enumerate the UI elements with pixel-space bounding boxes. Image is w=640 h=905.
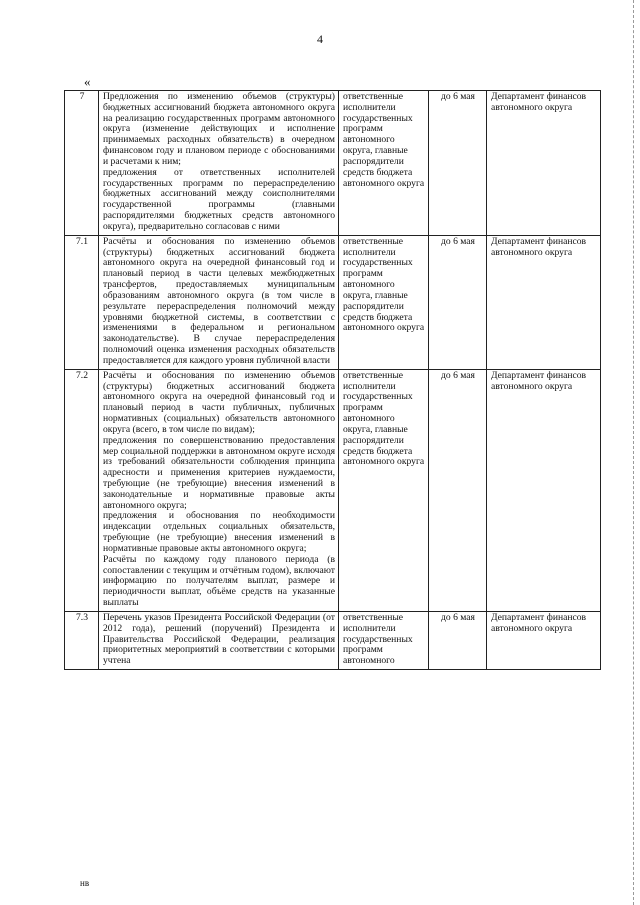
row-number: 7	[65, 91, 99, 236]
row-executor: ответственные исполнители государственных программ автономного	[339, 611, 429, 669]
footer-note: нв	[80, 878, 90, 888]
table-row	[65, 369, 601, 611]
table-row	[65, 91, 601, 236]
description-paragraph: Расчёты и обоснования по изменению объемов (структуры) бюджетных ассигнований бюджета автономного округа на очередной финансовый год и плановый период в части целевых межбюджетных трансфертов, предоставляемых муниципальным образованиям автономного округа (в том числе в результате перераспределения полномочий между уровнями бюджетной системы, в соответствии с изменениями в федеральном и региональном законодательстве). В случае перераспределения полномочий оценка изменения расходных обязательств предоставляется для каждого уровня публичной власти	[103, 235, 335, 366]
row-executor: ответственные исполнители государственных программ автономного округа, главные распорядители средств бюджета автономного округа	[339, 369, 429, 611]
row-description	[99, 91, 339, 236]
row-executor: ответственные исполнители государственных программ автономного округа, главные распорядители средств бюджета автономного округа	[339, 91, 429, 236]
page-edge-line	[632, 0, 634, 905]
description-paragraph: Перечень указов Президента Российской Федерации (от 2012 года), решений (поручений) Президента и Правительства Российской Федерации, реализация приоритетных мероприятий в соответствии с которыми учтена	[103, 611, 335, 667]
schedule-table	[64, 90, 601, 670]
table-row	[65, 611, 601, 669]
row-responsible: Департамент финансов автономного округа	[487, 611, 601, 669]
page-number: 4	[317, 32, 323, 46]
row-deadline: до 6 мая	[429, 91, 487, 236]
description-paragraph: Расчёты и обоснования по изменению объемов (структуры) бюджетных ассигнований бюджета автономного округа на очередной финансовый год и плановый период в части публичных, публичных нормативных (социальных) обязательств автономного округа (всего, в том числе по видам); предложения по совершенствованию предоставления мер социальной поддержки в автономном округе исходя из требований обязательности соблюдения принципа адресности и применения критериев нуждаемости, требующие (не требующие) внесения изменений в законодательные и нормативные правовые акты автономного округа; предложения и обоснования по необходимости индексации отдельных социальных обязательств, требующие (не требующие) внесения изменений в нормативные правовые акты автономного округа; Расчёты по каждому году планового периода (в сопоставлении с текущим и отчётным годом), включают информацию по получателям выплат, размере и периодичности выплат, объёме средств на указанные выплаты	[103, 369, 335, 609]
row-responsible: Департамент финансов автономного округа	[487, 235, 601, 369]
row-responsible: Департамент финансов автономного округа	[487, 369, 601, 611]
row-responsible: Департамент финансов автономного округа	[487, 91, 601, 236]
description-paragraph: Предложения по изменению объемов (структуры) бюджетных ассигнований бюджета автономного округа на реализацию государственных программ автономного округа (изменение действующих и исполнение принимаемых расходных обязательств) в очередном финансовом году и плановом периоде с обоснованиями и расчетами к ним; предложения от ответственных исполнителей государственных программ по перераспределению бюджетных ассигнований между соисполнителями государственной программы (главными распорядителями бюджетных средств автономного округа), предварительно согласовав с ними	[103, 91, 335, 232]
row-description	[99, 369, 339, 611]
row-number: 7.1	[65, 235, 99, 369]
schedule-table-body	[65, 91, 601, 670]
row-deadline: до 6 мая	[429, 611, 487, 669]
row-deadline: до 6 мая	[429, 235, 487, 369]
table-row	[65, 235, 601, 369]
opening-quote-mark: «	[84, 74, 91, 89]
row-deadline: до 6 мая	[429, 369, 487, 611]
row-description	[99, 611, 339, 669]
row-number: 7.2	[65, 369, 99, 611]
row-executor: ответственные исполнители государственных программ автономного округа, главные распорядители средств бюджета автономного округа	[339, 235, 429, 369]
row-number: 7.3	[65, 611, 99, 669]
row-description	[99, 235, 339, 369]
